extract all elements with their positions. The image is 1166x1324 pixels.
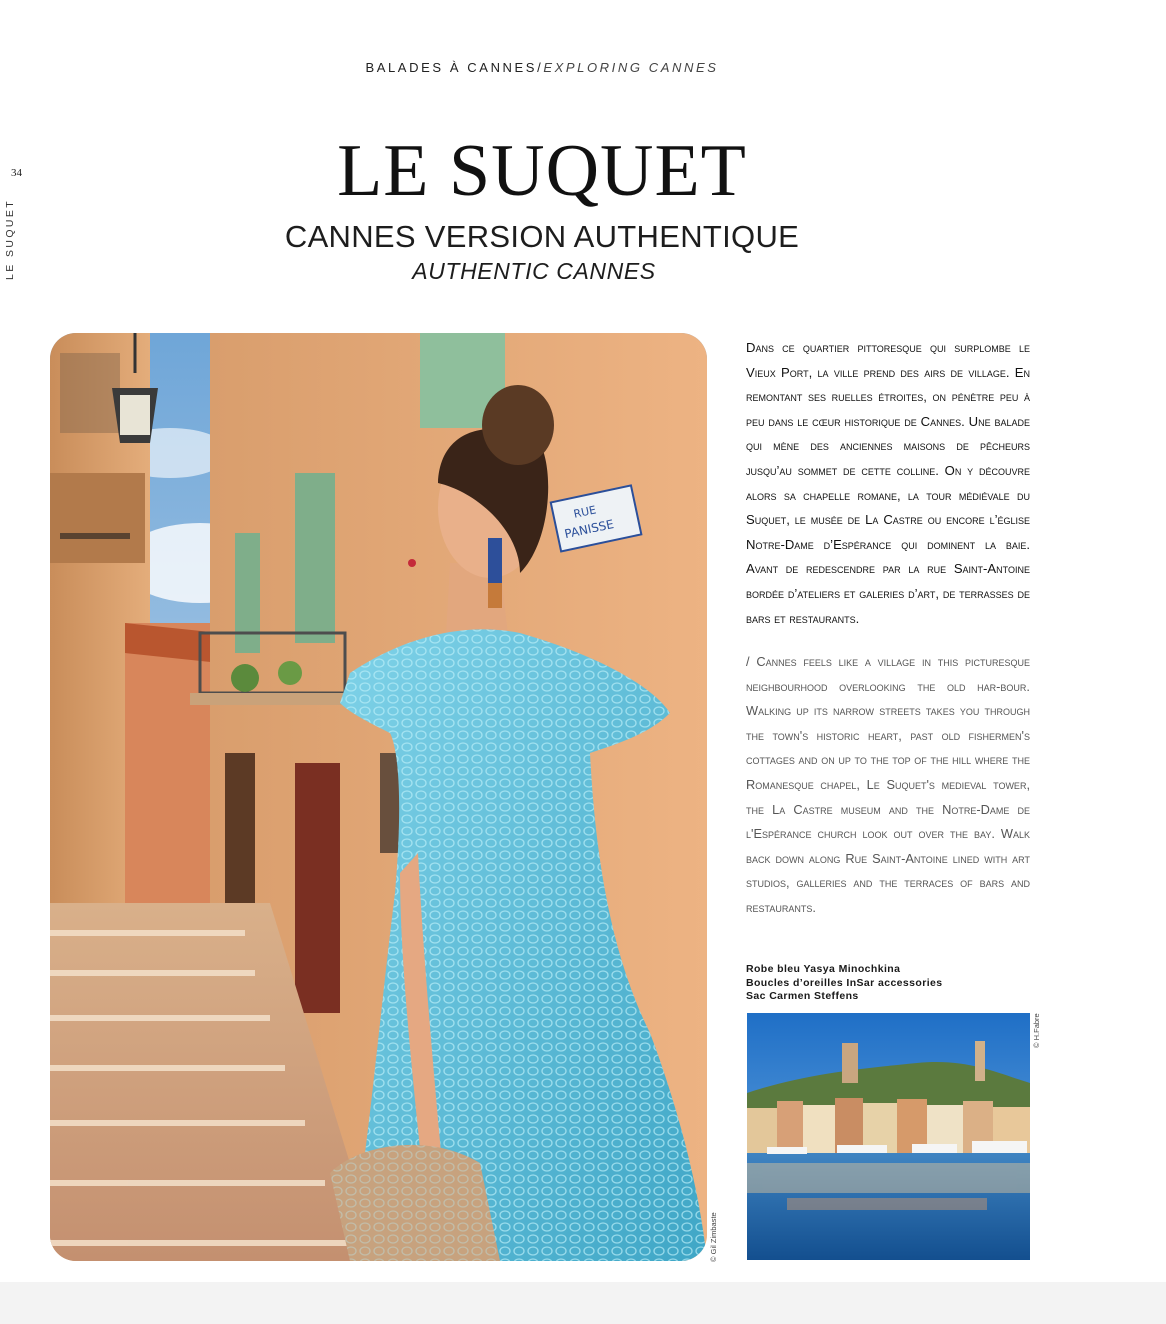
running-head-en: EXPLORING CANNES [543,60,719,75]
body-text-french: Dans ce quartier pittoresque qui surplombe le Vieux Port, la ville prend des airs de village. En remontant ses ruelles étroites, on pénètre peu à peu dans le cœur historique de Cannes. Une balade qui mène des anciennes maisons de pêcheurs jusqu’au sommet de cette colline. On y découvre alors sa chapelle romane, la tour médiévale du Suquet, le musée de La Castre ou encore l’église Notre-Dame d’Espérance qui dominent la baie. Avant de redescendre par la rue Saint-Antoine bordée d’ateliers et galeries d’art, de terrasses de bars et restaurants. [746,340,1030,626]
harbour-photo-credit: © H.Fabre [1032,1013,1041,1048]
page-subtitle-english: AUTHENTIC CANNES [412,258,656,284]
caption-bag: Sac Carmen Steffens [746,990,859,1002]
street-sign-line1: RUE [572,503,598,521]
street-sign-line2: PANISSE [563,517,616,542]
page-title: LE SUQUET [337,130,747,212]
running-head-separator: / [537,60,544,75]
body-text-english: / Cannes feels like a village in this picturesque neighbourhood overlooking the old har-bour. Walking up its narrow streets takes you through the town's historic heart, past old fishermen's cottages and on up to the top of the hill where the Romanesque chapel, Le Suquet's medieval tower, the La Castre museum and the Notre-Dame de l'Espérance church look out over the bay. Walk back down along Rue Saint-Antoine lined with art studios, galleries and the terraces of bars and restaurants. [746,654,1030,915]
page-subtitle: CANNES VERSION AUTHENTIQUE [284,219,800,254]
caption-earrings: Boucles d’oreilles InSar accessories [746,976,943,989]
running-head-fr: BALADES À CANNES [365,60,538,75]
running-head [0,60,1084,75]
harbour-photo [747,1013,1030,1260]
photo-captions [746,963,1036,1004]
main-photo-credit: © Gil Zimbaste [709,1212,718,1262]
side-section-label: LE SUQUET [4,198,16,280]
page-number: 34 [11,167,22,179]
caption-dress: Robe bleu Yasya Minochkina [746,963,901,975]
main-photo-woman-in-blue-dress [50,333,707,1261]
page-bottom-band [0,1282,1166,1324]
